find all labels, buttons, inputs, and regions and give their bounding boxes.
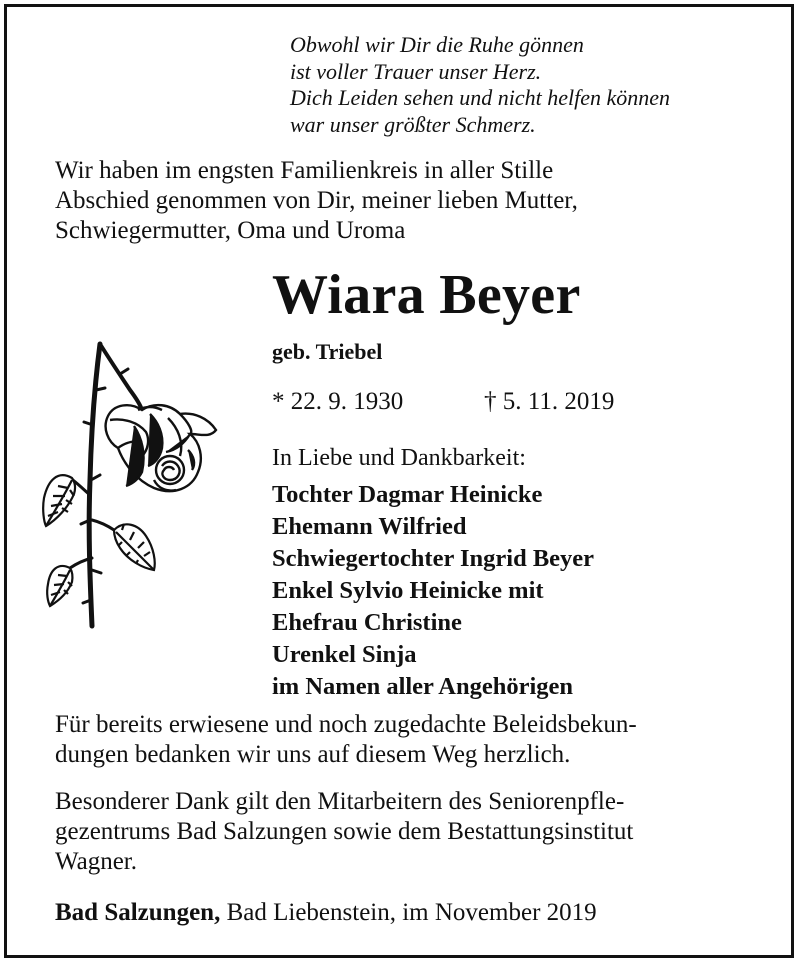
deceased-name: Wiara Beyer xyxy=(272,264,581,326)
closing-rest: Bad Liebenstein, im November 2019 xyxy=(220,899,597,926)
mourner-line: Urenkel Sinja xyxy=(272,641,417,668)
mourner-line: Tochter Dagmar Heinicke xyxy=(272,481,543,508)
paragraph-line: Wagner. xyxy=(55,848,137,875)
closing-place: Bad Salzungen, xyxy=(55,899,221,926)
closing-line xyxy=(55,897,597,929)
death-date: † 5. 11. 2019 xyxy=(484,388,615,415)
poem-line: Dich Leiden sehen und nicht helfen können xyxy=(290,85,671,110)
poem-line: ist voller Trauer unser Herz. xyxy=(290,58,542,84)
birth-date: * 22. 9. 1930 xyxy=(272,388,404,415)
rose-icon xyxy=(38,330,223,630)
paragraph-line: dungen bedanken wir uns auf diesem Weg herzlich. xyxy=(55,741,571,768)
intro-line: Schwiegermutter, Oma und Uroma xyxy=(55,217,406,244)
mourner-list xyxy=(272,479,594,703)
poem-line: Obwohl wir Dir die Ruhe gönnen xyxy=(290,32,584,57)
thanks-paragraph xyxy=(55,710,637,770)
mourner-line: Ehefrau Christine xyxy=(272,609,462,636)
paragraph-line: Für bereits erwiesene und noch zugedachte Beleidsbekun- xyxy=(55,711,637,738)
life-dates xyxy=(272,385,614,419)
paragraph-line: gezentrums Bad Salzungen sowie dem Bestattungsinstitut xyxy=(55,818,634,845)
poem-line: war unser größter Schmerz. xyxy=(290,111,536,137)
mourner-line: im Namen aller Angehörigen xyxy=(272,673,574,700)
special-thanks-paragraph xyxy=(55,787,633,877)
mourner-line: Ehemann Wilfried xyxy=(272,513,467,540)
intro-line: Abschied genommen von Dir, meiner lieben Mutter, xyxy=(55,187,578,214)
intro-text xyxy=(55,156,578,246)
maiden-name: geb. Triebel xyxy=(272,339,383,364)
intro-line: Wir haben im engsten Familienkreis in aller Stille xyxy=(55,157,554,184)
paragraph-line: Besonderer Dank gilt den Mitarbeitern des Seniorenpfle- xyxy=(55,788,625,815)
thanks-label: In Liebe und Dankbarkeit: xyxy=(272,445,526,471)
mourner-line: Schwiegertochter Ingrid Beyer xyxy=(272,545,595,572)
mourner-line: Enkel Sylvio Heinicke mit xyxy=(272,577,544,604)
poem xyxy=(290,32,670,138)
